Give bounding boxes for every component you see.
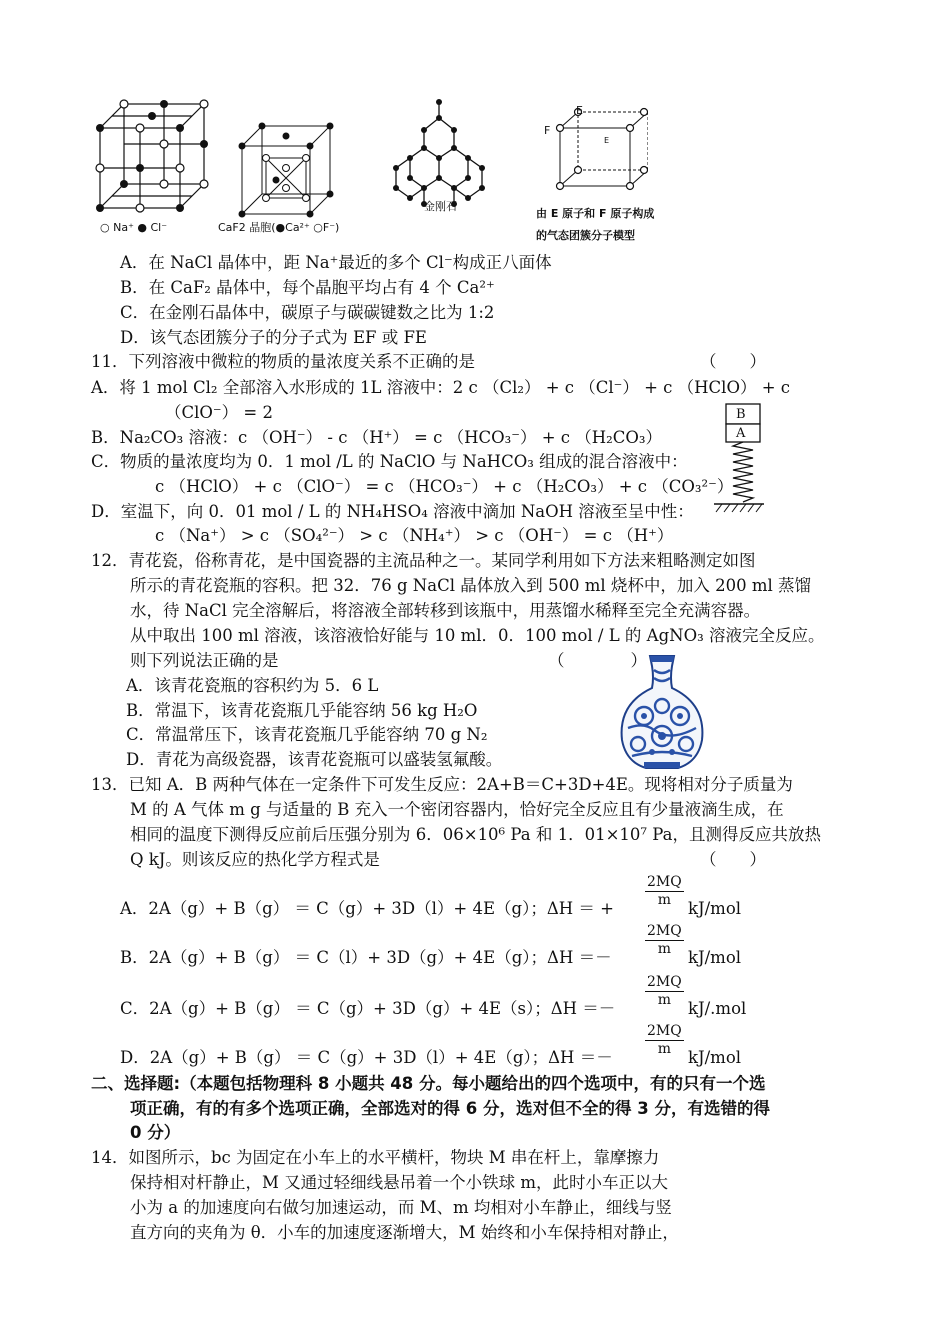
label-e-top: E bbox=[576, 104, 583, 117]
q11-option-a-line1: A．将 1 mol Cl₂ 全部溶入水形成的 1L 溶液中：2 c （Cl₂） + c （Cl⁻） + c （HClO） + c bbox=[91, 378, 791, 397]
q13-line-4: Q kJ。则该反应的热化学方程式是 bbox=[130, 850, 380, 869]
q11-option-c-line1: C．物质的量浓度均为 0．1 mol /L 的 NaClO 与 NaHCO₃ 组成的混合溶液中： bbox=[91, 452, 688, 471]
fraction-denominator: m bbox=[657, 992, 671, 1008]
q12-line-1: 12．青花瓷，俗称青花，是中国瓷器的主流品种之一。某同学利用如下方法来粗略测定如图 bbox=[91, 551, 756, 570]
diamond-figure bbox=[384, 98, 494, 210]
q10-option-a: A．在 NaCl 晶体中，距 Na⁺最近的多个 Cl⁻构成正八面体 bbox=[120, 253, 552, 272]
caf2-label: CaF2 晶胞(●Ca²⁺ ○F⁻) bbox=[218, 221, 340, 234]
q13-option-b: B．2A（g）+ B（g） ＝ C（l）+ 3D（g）+ 4E（g）；ΔH ＝－ bbox=[120, 948, 612, 967]
section-2-heading-line-2: 项正确，有的有多个选项正确，全部选对的得 6 分，选对但不全的得 3 分，有选错的得 bbox=[130, 1099, 770, 1118]
q11-option-d-line1: D．室温下，向 0．01 mol / L 的 NH₄HSO₄ 溶液中滴加 NaOH 溶液至呈中性： bbox=[91, 502, 694, 521]
fraction-denominator: m bbox=[657, 941, 671, 957]
q13-option-d-fraction bbox=[645, 1023, 684, 1058]
nacl-crystal-figure bbox=[92, 98, 212, 216]
q12-line-4: 从中取出 100 ml 溶液，该溶液恰好能与 10 ml．0．100 mol / L 的 AgNO₃ 溶液完全反应。 bbox=[130, 626, 825, 645]
cluster-molecule-figure bbox=[548, 100, 648, 194]
q12-option-b: B．常温下，该青花瓷瓶几乎能容纳 56 kg H₂O bbox=[126, 701, 478, 720]
q14-line-1: 14．如图所示，bc 为固定在小车上的水平横杆，物块 M 串在杆上，靠摩擦力 bbox=[91, 1148, 660, 1167]
section-2-heading-line-3: 0 分） bbox=[130, 1123, 181, 1142]
q11-option-a-line2: （ClO⁻） = 2 bbox=[165, 403, 273, 422]
q10-option-b: B．在 CaF₂ 晶体中，每个晶胞平均占有 4 个 Ca²⁺ bbox=[120, 278, 495, 297]
section-2-heading-line-1: 二、选择题:（本题包括物理科 8 小题共 48 分。每小题给出的四个选项中，有的只有一个选 bbox=[91, 1074, 766, 1093]
spring-block-a: A bbox=[736, 426, 746, 441]
q13-line-3: 相同的温度下测得反应前后压强分别为 6．06×10⁶ Pa 和 1．01×10⁷ Pa，且测得反应共放热 bbox=[130, 825, 821, 844]
q11-option-c-line2: c （HClO） + c （ClO⁻） = c （HCO₃⁻） + c （H₂CO₃） + c （CO₃²⁻） bbox=[155, 477, 734, 496]
q12-option-d: D．青花为高级瓷器，该青花瓷瓶可以盛装氢氟酸。 bbox=[126, 750, 503, 769]
q13-answer-paren: （ ） bbox=[700, 850, 766, 869]
q11-stem: 11．下列溶液中微粒的物质的量浓度关系不正确的是 bbox=[91, 352, 475, 371]
label-f: F bbox=[544, 124, 551, 137]
q11-option-b: B．Na₂CO₃ 溶液：c （OH⁻） - c （H⁺） = c （HCO₃⁻） + c （H₂CO₃） bbox=[91, 428, 663, 447]
fraction-numerator: 2MQ bbox=[647, 1023, 682, 1039]
q13-option-b-unit: kJ/mol bbox=[688, 948, 742, 967]
caf2-crystal-figure bbox=[236, 122, 336, 218]
q13-option-b-fraction bbox=[645, 923, 684, 958]
fraction-numerator: 2MQ bbox=[647, 974, 682, 990]
q14-line-3: 小为 a 的加速度向右做匀加速运动，而 M、m 均相对小车静止，细线与竖 bbox=[130, 1198, 672, 1217]
q13-line-2: M 的 A 气体 m g 与适量的 B 充入一个密闭容器内，恰好完全反应且有少量液滴生成，在 bbox=[130, 800, 784, 819]
nacl-legend: ○ Na⁺ ● Cl⁻ bbox=[100, 221, 168, 234]
q13-option-c-unit: kJ/.mol bbox=[688, 999, 747, 1018]
q13-option-d: D．2A（g）+ B（g） ＝ C（g）+ 3D（l）+ 4E（g）；ΔH ＝－ bbox=[120, 1048, 613, 1067]
q10-option-c: C．在金刚石晶体中，碳原子与碳碳键数之比为 1:2 bbox=[120, 303, 495, 322]
q13-option-d-unit: kJ/mol bbox=[688, 1048, 742, 1067]
q13-option-a: A．2A（g）+ B（g） ＝ C（g）+ 3D（l）+ 4E（g）；ΔH ＝ + bbox=[120, 899, 614, 918]
q11-answer-paren: （ ） bbox=[700, 352, 766, 371]
fraction-denominator: m bbox=[657, 892, 671, 908]
q12-answer-paren: （ ） bbox=[548, 651, 647, 670]
q14-line-2: 保持相对杆静止，M 又通过轻细线悬吊着一个小铁球 m，此时小车正以大 bbox=[130, 1173, 669, 1192]
q13-option-a-fraction bbox=[645, 874, 684, 909]
q12-line-3: 水，待 NaCl 完全溶解后，将溶液全部转移到该瓶中，用蒸馏水稀释至完全充满容器。 bbox=[130, 601, 761, 620]
q13-option-c-fraction bbox=[645, 974, 684, 1009]
fraction-numerator: 2MQ bbox=[647, 923, 682, 939]
q14-line-4: 直方向的夹角为 θ．小车的加速度逐渐增大，M 始终和小车保持相对静止， bbox=[130, 1223, 679, 1242]
diamond-label: 金刚石 bbox=[424, 200, 457, 213]
blue-white-vase-image bbox=[614, 652, 710, 772]
fraction-numerator: 2MQ bbox=[647, 874, 682, 890]
q12-line-2: 所示的青花瓷瓶的容积。把 32．76 g NaCl 晶体放入到 500 ml 烧杯中，加入 200 ml 蒸馏 bbox=[130, 576, 812, 595]
q13-option-a-unit: kJ/mol bbox=[688, 899, 742, 918]
q13-option-c: C．2A（g）+ B（g） ＝ C（g）+ 3D（g）+ 4E（s）；ΔH ＝－ bbox=[120, 999, 616, 1018]
fraction-denominator: m bbox=[657, 1041, 671, 1057]
spring-block-b: B bbox=[736, 407, 746, 422]
q12-line-5: 则下列说法正确的是 bbox=[130, 651, 279, 670]
cluster-caption-2: 的气态团簇分子模型 bbox=[536, 229, 635, 242]
q11-option-d-line2: c （Na⁺） > c （SO₄²⁻） > c （NH₄⁺） > c （OH⁻） = c （H⁺） bbox=[155, 526, 674, 545]
q12-option-c: C．常温常压下，该青花瓷瓶几乎能容纳 70 g N₂ bbox=[126, 725, 488, 744]
q13-line-1: 13．已知 A．B 两种气体在一定条件下可发生反应：2A+B＝C+3D+4E。现将相对分子质量为 bbox=[91, 775, 793, 794]
cluster-caption-1: 由 E 原子和 F 原子构成 bbox=[536, 207, 655, 220]
label-e-inner: E bbox=[604, 136, 610, 145]
q12-option-a: A．该青花瓷瓶的容积约为 5．6 L bbox=[126, 676, 379, 695]
q10-option-d: D．该气态团簇分子的分子式为 EF 或 FE bbox=[120, 328, 427, 347]
